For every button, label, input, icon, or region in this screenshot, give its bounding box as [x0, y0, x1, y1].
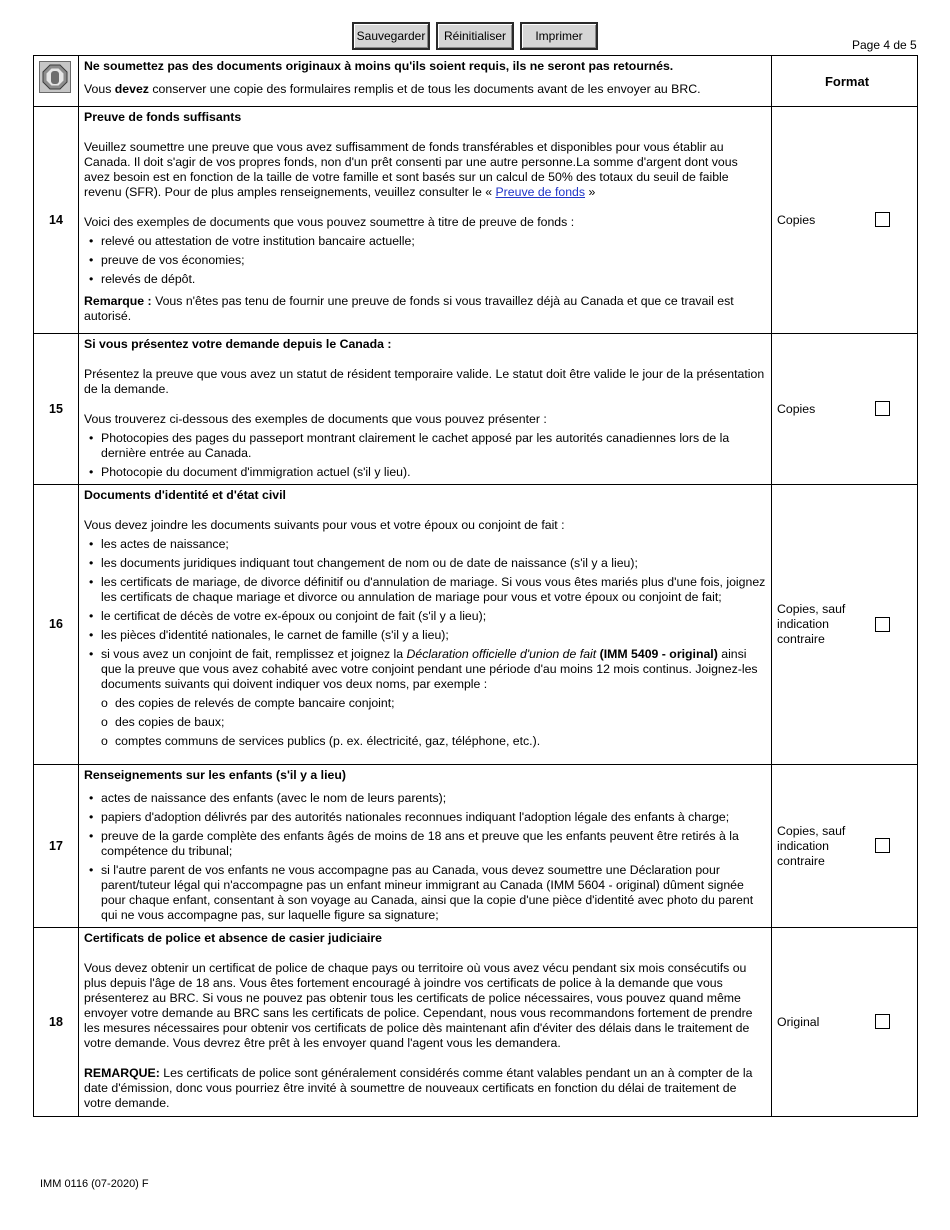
- list-item: • les documents juridiques indiquant tout changement de nom ou de date de naissance (s'il y a lieu);: [84, 556, 766, 571]
- row-content: [79, 334, 772, 485]
- remark: [84, 294, 766, 324]
- documents-list: [84, 537, 766, 692]
- sub-list-item: o comptes communs de services publics (p. ex. électricité, gaz, téléphone, etc.).: [84, 734, 766, 749]
- row-number: 14: [34, 107, 79, 334]
- examples-intro: Voici des exemples de documents que vous pouvez soumettre à titre de preuve de fonds :: [84, 215, 575, 229]
- format-column-header: Format: [772, 56, 918, 107]
- row-number: 17: [34, 765, 79, 928]
- row-title: Preuve de fonds suffisants: [84, 110, 242, 124]
- format-label: Copies, sauf indication contraire: [777, 823, 846, 868]
- checkbox-15[interactable]: [875, 401, 890, 416]
- format-label: Copies: [777, 212, 816, 227]
- remark: [84, 1066, 766, 1111]
- row-title: Documents d'identité et d'état civil: [84, 488, 286, 502]
- sub-list-item: o des copies de baux;: [84, 715, 766, 730]
- remark-text: Les certificats de police sont généralement considérés comme étant valables pendant un an à compter de la date d'émission, donc vous pourriez être invité à soumettre de nouveaux certificats en fonction du délai de traitement de votre demande.: [84, 1066, 753, 1110]
- examples-list: [84, 431, 766, 480]
- format-label: Copies: [777, 401, 816, 416]
- remark-label: REMARQUE:: [84, 1066, 160, 1080]
- checkbox-16[interactable]: [875, 617, 890, 632]
- examples-intro: Vous trouverez ci-dessous des exemples de documents que vous pouvez présenter :: [84, 412, 547, 426]
- row-content: [79, 107, 772, 334]
- row-content: [79, 485, 772, 765]
- status-paragraph: Présentez la preuve que vous avez un statut de résident temporaire valide. Le statut doit être valide le jour de la présentation de la demande.: [84, 367, 765, 396]
- list-item: • Photocopies des pages du passeport montrant clairement le cachet apposé par les autorités canadiennes lors de la dernière entrée au Canada.: [84, 431, 766, 461]
- stop-warning-icon: [39, 61, 71, 93]
- table-row: [34, 107, 918, 334]
- row-title: Certificats de police et absence de casier judiciaire: [84, 931, 382, 945]
- list-item: • relevés de dépôt.: [84, 272, 766, 287]
- warning-text: Ne soumettez pas des documents originaux à moins qu'ils soient requis, ils ne seront pas retournés.: [84, 59, 674, 73]
- row-title: Renseignements sur les enfants (s'il y a lieu): [84, 768, 346, 782]
- format-cell: [772, 765, 918, 928]
- table-row: [34, 765, 918, 928]
- list-item: • les certificats de mariage, de divorce définitif ou d'annulation de mariage. Si vous vous êtes mariés plus d'une fois, joignez les certificats de chaque mariage et divorce ou annulation de mariage pour vous et votre époux ou conjoint de fait;: [84, 575, 766, 605]
- table-row: [34, 928, 918, 1117]
- keep-copy-text: [84, 82, 766, 97]
- funds-text: Veuillez soumettre une preuve que vous avez suffisamment de fonds transférables et disponibles pour vous établir au Canada. Il doit s'agir de vos propres fonds, non d'un prêt consenti par une autre personne.La somme d'argent dont vous avez besoin est en fonction de la taille de votre famille et sont basés sur un calcul de 50% des totaux du seuil de faible revenu (SFR). Pour de plus amples renseignements, veuillez consulter le «: [84, 140, 738, 199]
- checklist-table: [33, 55, 918, 1117]
- keep-copy-post: conserver une copie des formulaires remplis et de tous les documents avant de les envoyer au BRC.: [148, 82, 701, 96]
- row-title: Si vous présentez votre demande depuis le Canada :: [84, 337, 392, 351]
- row-content: [79, 928, 772, 1117]
- header-instructions: [79, 56, 772, 107]
- format-cell: [772, 107, 918, 334]
- row-content: [79, 765, 772, 928]
- row-number: 18: [34, 928, 79, 1117]
- format-cell: [772, 334, 918, 485]
- list-item: • relevé ou attestation de votre institution bancaire actuelle;: [84, 234, 766, 249]
- format-label: Copies, sauf indication contraire: [777, 602, 846, 646]
- sub-list-item: o des copies de relevés de compte bancaire conjoint;: [84, 696, 766, 711]
- list-item: • preuve de la garde complète des enfants âgés de moins de 18 ans et preuve que les enfants peuvent être retirés à la compétence du tribunal;: [84, 829, 766, 859]
- row-number: 15: [34, 334, 79, 485]
- icon-cell: [34, 56, 79, 107]
- save-button[interactable]: Sauvegarder: [352, 22, 430, 50]
- reset-button[interactable]: Réinitialiser: [436, 22, 514, 50]
- documents-intro: Vous devez joindre les documents suivants pour vous et votre époux ou conjoint de fait :: [84, 518, 565, 532]
- proof-of-funds-link[interactable]: Preuve de fonds: [495, 185, 586, 199]
- row-number: 16: [34, 485, 79, 765]
- print-button[interactable]: Imprimer: [520, 22, 598, 50]
- remark-text: Vous n'êtes pas tenu de fournir une preuve de fonds si vous travaillez déjà au Canada et que ce travail est autorisé.: [84, 294, 734, 323]
- list-item: • les pièces d'identité nationales, le carnet de famille (s'il y a lieu);: [84, 628, 766, 643]
- declaration-title: Déclaration officielle d'union de fait: [406, 647, 597, 661]
- list-item: • le certificat de décès de votre ex-époux ou conjoint de fait (s'il y a lieu);: [84, 609, 766, 624]
- keep-copy-bold: devez: [114, 82, 149, 96]
- list-item: • les actes de naissance;: [84, 537, 766, 552]
- joint-documents-list: [84, 696, 766, 749]
- list-item: • preuve de vos économies;: [84, 253, 766, 268]
- checkbox-17[interactable]: [875, 838, 890, 853]
- children-documents-list: [84, 791, 766, 923]
- examples-list: [84, 234, 766, 287]
- list-item-common-law: [84, 647, 766, 692]
- list-item: • actes de naissance des enfants (avec le nom de leurs parents);: [84, 791, 766, 806]
- toolbar: [352, 22, 598, 50]
- police-paragraph: Vous devez obtenir un certificat de police de chaque pays ou territoire où vous avez vécu pendant six mois consécutifs ou plus depuis l'âge de 18 ans. Vous êtes fortement encouragé à joindre vos certificats de police à la demande que vous présenterez au BRC. Si vous ne pouvez pas obtenir tous les certificats de police nécessaires, vous pouvez quand même envoyer votre demande au BRC sans les certificats de police. Cependant, nous vous recommandons fortement de prendre les mesures nécessaires pour obtenir vos certificats de police dès maintenant afin d'éviter des délais dans le traitement de votre demande. Vous devrez être prêt à les envoyer quand l'agent vous les demandera.: [84, 961, 753, 1050]
- list-item: • papiers d'adoption délivrés par des autorités nationales reconnues indiquant l'adoption légale des enfants à charge;: [84, 810, 766, 825]
- keep-copy-pre: Vous: [84, 82, 115, 96]
- checkbox-18[interactable]: [875, 1014, 890, 1029]
- checkbox-14[interactable]: [875, 212, 890, 227]
- format-label: Original: [777, 1014, 820, 1029]
- page-number: Page 4 de 5: [852, 38, 917, 52]
- format-cell: [772, 485, 918, 765]
- funds-paragraph: [84, 140, 766, 200]
- common-law-text-end: ainsi que la preuve que vous avez cohabité avec votre conjoint pendant une période d'au moins 12 mois continus. Joignez-les documents suivants qui doivent indiquer vos deux noms, par exemple :: [101, 647, 758, 691]
- form-code-footer: IMM 0116 (07-2020) F: [40, 1178, 149, 1190]
- table-header-row: [34, 56, 918, 107]
- table-row: [34, 334, 918, 485]
- list-item: • si l'autre parent de vos enfants ne vous accompagne pas au Canada, vous devez soumettre une Déclaration pour parent/tuteur légal qui n'accompagne pas un enfant mineur immigrant au Canada (IMM 5604 - original) dûment signée pour chaque enfant, consentant à son voyage au Canada, ainsi que la copie d'une pièce d'identité avec photo du parent qui ne vous accompagne pas, sur laquelle figure sa signature;: [84, 863, 766, 923]
- table-row: [34, 485, 918, 765]
- common-law-text: si vous avez un conjoint de fait, remplissez et joignez la: [101, 647, 407, 661]
- remark-label: Remarque :: [84, 294, 152, 308]
- funds-text-end: »: [585, 185, 596, 199]
- list-item: • Photocopie du document d'immigration actuel (s'il y lieu).: [84, 465, 766, 480]
- format-cell: [772, 928, 918, 1117]
- form-code: (IMM 5409 - original): [596, 647, 718, 661]
